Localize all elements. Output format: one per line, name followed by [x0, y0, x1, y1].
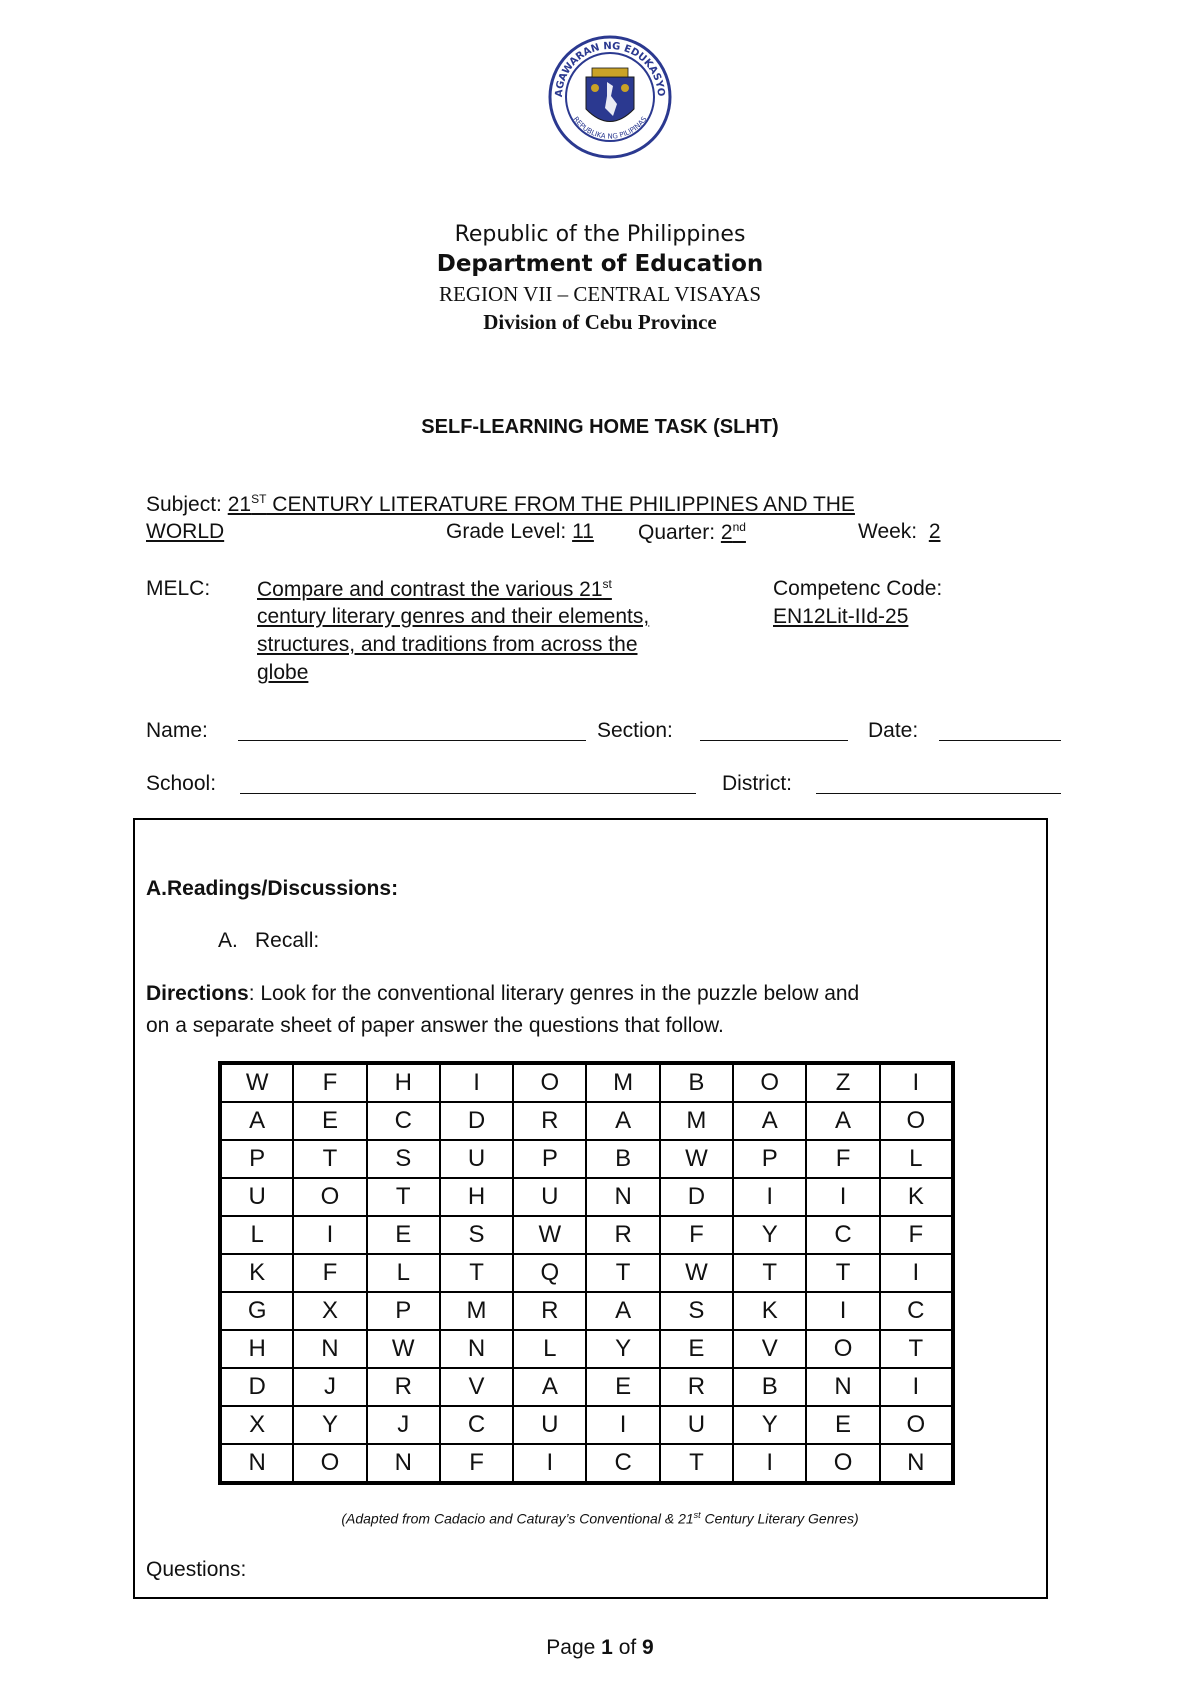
puzzle-cell: D — [220, 1368, 293, 1406]
puzzle-cell: Y — [586, 1330, 659, 1368]
puzzle-cell: I — [880, 1254, 953, 1292]
puzzle-cell: L — [513, 1330, 586, 1368]
puzzle-cell: F — [806, 1140, 879, 1178]
puzzle-cell: T — [440, 1254, 513, 1292]
puzzle-cell: O — [880, 1406, 953, 1444]
puzzle-cell: O — [733, 1063, 806, 1102]
name-field[interactable] — [238, 724, 586, 741]
puzzle-cell: X — [293, 1292, 366, 1330]
puzzle-cell: D — [660, 1178, 733, 1216]
puzzle-cell: I — [513, 1444, 586, 1483]
puzzle-cell: W — [367, 1330, 440, 1368]
puzzle-cell: A — [586, 1292, 659, 1330]
puzzle-cell: H — [440, 1178, 513, 1216]
document-title: SELF-LEARNING HOME TASK (SLHT) — [421, 416, 779, 438]
puzzle-row — [220, 1140, 953, 1178]
puzzle-cell: O — [293, 1178, 366, 1216]
puzzle-cell: F — [293, 1063, 366, 1102]
district-field[interactable] — [816, 777, 1061, 794]
puzzle-cell: U — [440, 1140, 513, 1178]
readings-heading: A.Readings/Discussions: — [146, 877, 399, 900]
puzzle-cell: K — [880, 1178, 953, 1216]
puzzle-cell: O — [293, 1444, 366, 1483]
puzzle-row — [220, 1292, 953, 1330]
puzzle-cell: S — [367, 1140, 440, 1178]
puzzle-cell: N — [806, 1368, 879, 1406]
puzzle-cell: F — [660, 1216, 733, 1254]
puzzle-cell: V — [440, 1368, 513, 1406]
puzzle-cell: T — [880, 1330, 953, 1368]
puzzle-cell: O — [806, 1444, 879, 1483]
competency-code: EN12Lit-IId-25 — [773, 605, 909, 628]
puzzle-cell: Y — [293, 1406, 366, 1444]
competency-label: Competenc Code: — [773, 577, 943, 600]
puzzle-cell: U — [513, 1178, 586, 1216]
name-label: Name: — [146, 719, 208, 742]
puzzle-cell: V — [733, 1330, 806, 1368]
puzzle-cell: M — [440, 1292, 513, 1330]
puzzle-cell: E — [293, 1102, 366, 1140]
subject-line — [146, 492, 855, 517]
puzzle-cell: K — [733, 1292, 806, 1330]
division-label: Division of Cebu Province — [483, 310, 717, 334]
subject-value-line2: WORLD — [146, 520, 225, 543]
puzzle-cell: G — [220, 1292, 293, 1330]
puzzle-cell: R — [513, 1102, 586, 1140]
puzzle-cell: L — [220, 1216, 293, 1254]
puzzle-cell: I — [880, 1063, 953, 1102]
melc-line-1: Compare and contrast the various 21st — [257, 577, 612, 601]
puzzle-cell: P — [733, 1140, 806, 1178]
puzzle-cell: A — [733, 1102, 806, 1140]
region-label: REGION VII – CENTRAL VISAYAS — [438, 282, 762, 306]
puzzle-cell: A — [513, 1368, 586, 1406]
puzzle-cell: I — [806, 1178, 879, 1216]
svg-text:REPUBLIKA NG PILIPINAS: REPUBLIKA NG PILIPINAS — [571, 115, 649, 141]
puzzle-cell: I — [733, 1178, 806, 1216]
puzzle-cell: E — [586, 1368, 659, 1406]
puzzle-cell: I — [880, 1368, 953, 1406]
puzzle-cell: A — [220, 1102, 293, 1140]
puzzle-cell: A — [586, 1102, 659, 1140]
puzzle-row — [220, 1330, 953, 1368]
puzzle-cell: T — [367, 1178, 440, 1216]
puzzle-row — [220, 1368, 953, 1406]
puzzle-cell: B — [586, 1140, 659, 1178]
puzzle-caption: (Adapted from Cadacio and Caturay’s Conventional & 21st Century Literary Genres) — [341, 1510, 859, 1527]
puzzle-cell: I — [293, 1216, 366, 1254]
puzzle-cell: I — [806, 1292, 879, 1330]
puzzle-cell: U — [660, 1406, 733, 1444]
puzzle-row — [220, 1444, 953, 1483]
puzzle-cell: N — [880, 1444, 953, 1483]
puzzle-cell: N — [367, 1444, 440, 1483]
puzzle-cell: R — [513, 1292, 586, 1330]
puzzle-cell: J — [293, 1368, 366, 1406]
puzzle-cell: U — [220, 1178, 293, 1216]
puzzle-cell: D — [440, 1102, 513, 1140]
puzzle-row — [220, 1216, 953, 1254]
district-label: District: — [722, 772, 792, 795]
recall-letter: A. — [218, 929, 238, 952]
puzzle-cell: L — [367, 1254, 440, 1292]
puzzle-cell: J — [367, 1406, 440, 1444]
puzzle-cell: E — [806, 1406, 879, 1444]
directions-line-2: on a separate sheet of paper answer the questions that follow. — [146, 1014, 724, 1037]
directions-line-1: Directions: Look for the conventional literary genres in the puzzle below and — [146, 982, 860, 1005]
puzzle-cell: O — [513, 1063, 586, 1102]
melc-line-2: century literary genres and their elements, — [257, 605, 650, 628]
puzzle-cell: Q — [513, 1254, 586, 1292]
puzzle-cell: T — [660, 1444, 733, 1483]
puzzle-cell: E — [660, 1330, 733, 1368]
puzzle-cell: C — [586, 1444, 659, 1483]
puzzle-cell: M — [586, 1063, 659, 1102]
date-label: Date: — [868, 719, 919, 742]
puzzle-cell: W — [220, 1063, 293, 1102]
puzzle-cell: W — [660, 1140, 733, 1178]
puzzle-cell: C — [367, 1102, 440, 1140]
svg-text:KAGAWARAN NG EDUKASYON: AGAWARAN NG EDUKASYO — [553, 40, 667, 98]
puzzle-cell: T — [733, 1254, 806, 1292]
puzzle-cell: C — [806, 1216, 879, 1254]
deped-seal — [545, 34, 675, 160]
puzzle-cell: C — [440, 1406, 513, 1444]
puzzle-cell: H — [220, 1330, 293, 1368]
puzzle-row — [220, 1254, 953, 1292]
quarter: Quarter: 2nd — [638, 520, 746, 544]
puzzle-cell: P — [220, 1140, 293, 1178]
puzzle-cell: U — [513, 1406, 586, 1444]
puzzle-cell: S — [440, 1216, 513, 1254]
school-field[interactable] — [240, 777, 696, 794]
puzzle-cell: Z — [806, 1063, 879, 1102]
puzzle-cell: R — [660, 1368, 733, 1406]
puzzle-row — [220, 1102, 953, 1140]
department-label: Department of Education — [436, 251, 764, 277]
puzzle-cell: W — [513, 1216, 586, 1254]
puzzle-cell: I — [440, 1063, 513, 1102]
puzzle-cell: O — [806, 1330, 879, 1368]
word-search-puzzle — [218, 1061, 955, 1485]
puzzle-cell: B — [660, 1063, 733, 1102]
puzzle-cell: K — [220, 1254, 293, 1292]
puzzle-cell: N — [440, 1330, 513, 1368]
grade-level: Grade Level: 11 — [446, 520, 594, 543]
puzzle-cell: R — [586, 1216, 659, 1254]
puzzle-row — [220, 1063, 953, 1102]
date-field[interactable] — [939, 724, 1061, 741]
subject-value: 21ST CENTURY LITERATURE FROM THE PHILIPPINES AND THE — [227, 492, 855, 516]
puzzle-cell: P — [513, 1140, 586, 1178]
melc-line-3: structures, and traditions from across the — [257, 633, 638, 656]
questions-label: Questions: — [146, 1558, 247, 1581]
puzzle-cell: Y — [733, 1406, 806, 1444]
puzzle-cell: F — [293, 1254, 366, 1292]
subject-label: Subject: — [146, 493, 222, 516]
puzzle-cell: O — [880, 1102, 953, 1140]
puzzle-row — [220, 1178, 953, 1216]
page-footer: Page 1 of 9 — [546, 1636, 654, 1659]
puzzle-cell: N — [586, 1178, 659, 1216]
melc-line-4: globe — [257, 661, 309, 684]
puzzle-cell: S — [660, 1292, 733, 1330]
puzzle-cell: A — [806, 1102, 879, 1140]
section-label: Section: — [597, 719, 673, 742]
puzzle-cell: I — [733, 1444, 806, 1483]
recall-label: Recall: — [255, 929, 320, 952]
section-field[interactable] — [700, 724, 848, 741]
puzzle-cell: Y — [733, 1216, 806, 1254]
puzzle-cell: P — [367, 1292, 440, 1330]
puzzle-cell: M — [660, 1102, 733, 1140]
puzzle-cell: N — [220, 1444, 293, 1483]
puzzle-cell: N — [293, 1330, 366, 1368]
week: Week: 2 — [858, 520, 941, 543]
puzzle-cell: R — [367, 1368, 440, 1406]
puzzle-cell: T — [293, 1140, 366, 1178]
puzzle-cell: F — [880, 1216, 953, 1254]
puzzle-cell: T — [586, 1254, 659, 1292]
melc-label: MELC: — [146, 577, 211, 600]
puzzle-cell: T — [806, 1254, 879, 1292]
puzzle-cell: L — [880, 1140, 953, 1178]
republic-label: Republic of the Philippines — [454, 222, 746, 247]
puzzle-cell: I — [586, 1406, 659, 1444]
puzzle-cell: C — [880, 1292, 953, 1330]
puzzle-cell: E — [367, 1216, 440, 1254]
school-label: School: — [146, 772, 217, 795]
puzzle-row — [220, 1406, 953, 1444]
puzzle-cell: X — [220, 1406, 293, 1444]
puzzle-cell: H — [367, 1063, 440, 1102]
puzzle-cell: B — [733, 1368, 806, 1406]
puzzle-cell: F — [440, 1444, 513, 1483]
puzzle-cell: W — [660, 1254, 733, 1292]
